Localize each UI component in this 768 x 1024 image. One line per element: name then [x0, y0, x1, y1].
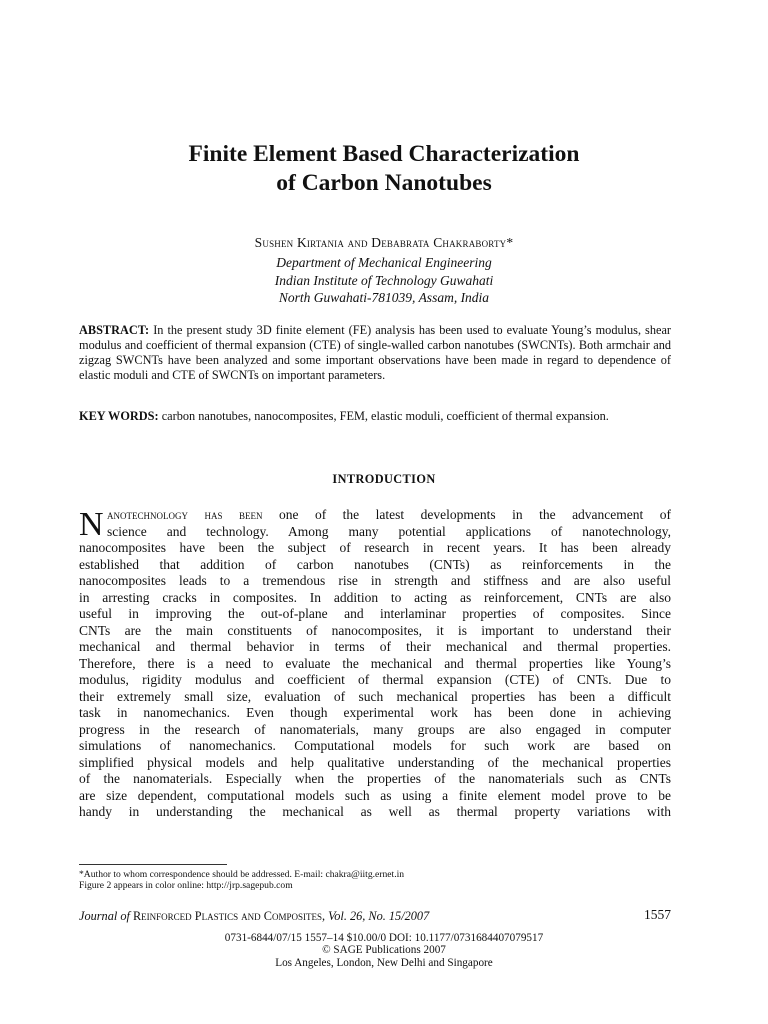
intro-line: science and technology. Among many potential applications of nanotechnology, — [107, 523, 671, 539]
intro-line: nanocomposites leads to a tremendous rise in strength and stiffness and are also useful — [79, 573, 671, 588]
footnote-color-note: Figure 2 appears in color online: http://jrp.sagepub.com — [79, 880, 293, 891]
intro-line: simulations of nanomechanics. Computational models for such work are based on — [79, 738, 671, 753]
intro-line: progress in the research of nanomaterials, many groups are also engaged in computer — [79, 721, 671, 737]
footnote-correspondence: *Author to whom correspondence should be addressed. E-mail: chakra@iitg.ernet.in — [79, 869, 405, 880]
intro-lead-smallcaps: anotechnology has been — [107, 507, 263, 522]
intro-line: established that addition of carbon nanotubes (CNTs) as reinforcements in the — [79, 556, 671, 572]
section-heading-introduction: INTRODUCTION — [332, 472, 436, 486]
journal-volume: , Vol. 26, No. 15/2007 — [321, 909, 430, 923]
affiliation-institute: Indian Institute of Technology Guwahati — [274, 272, 494, 288]
intro-line: handy in understanding the mechanical as well as thermal property variations with — [79, 804, 671, 819]
intro-line: of the nanomaterials. Especially when the properties of the nanomaterials such as CNTs — [79, 771, 671, 786]
publication-copyright: © SAGE Publications 2007 — [322, 944, 446, 957]
journal-name: Reinforced Plastics and Composites — [132, 909, 322, 923]
drop-cap: N — [79, 506, 104, 543]
introduction-body — [79, 507, 671, 821]
authors: Sushen Kirtania and Debabrata Chakraborty* — [254, 235, 514, 250]
intro-line: useful in improving the out-of-plane and interlaminar properties of composites. Since — [79, 606, 671, 621]
intro-line: in arresting cracks in composites. In addition to acting as reinforcement, CNTs are also — [79, 589, 671, 605]
title-line-2: of Carbon Nanotubes — [276, 170, 492, 196]
intro-line: are size dependent, computational models such as using a finite element model prove to be — [79, 787, 671, 803]
intro-line: task in nanomechanics. Even though experimental work has been done in achieving — [79, 705, 671, 720]
intro-line: simplified physical models and help qualitative understanding of the mechanical properties — [79, 754, 671, 770]
keywords-text: carbon nanotubes, nanocomposites, FEM, elastic moduli, coefficient of thermal expansion. — [161, 409, 609, 423]
publication-doi: 0731-6844/07/15 1557–14 $10.00/0 DOI: 10.1177/0731684407079517 — [224, 932, 544, 944]
paper-title — [0, 140, 768, 198]
intro-line: Therefore, there is a need to evaluate the mechanical and thermal properties like Young’s — [79, 655, 671, 671]
abstract-text: In the present study 3D finite element (FE) analysis has been used to evaluate Young’s modulus, shear modulus and coefficient of thermal expansion (CTE) of single-walled carbon nanotubes (SWCNTs). Both armchair and zigzag SWCNTs have been analyzed and some important observations have been made in regard to dependence of elastic moduli and CTE of SWCNTs on important parameters. — [79, 323, 671, 382]
affiliation-department: Department of Mechanical Engineering — [276, 255, 492, 270]
affiliation-address: North Guwahati-781039, Assam, India — [278, 290, 490, 305]
intro-line: nanocomposites have been the subject of research in recent years. It has been already — [79, 540, 671, 555]
affiliation — [0, 254, 768, 307]
page-number: 1557 — [644, 907, 671, 922]
intro-line: mechanical and thermal behavior in terms of their mechanical and thermal properties. — [79, 639, 671, 654]
abstract — [79, 323, 671, 383]
intro-line: their extremely small size, evaluation of such mechanical properties has been a difficult — [79, 688, 671, 704]
abstract-label: ABSTRACT: — [79, 323, 150, 337]
publication-locations: Los Angeles, London, New Delhi and Singapore — [275, 956, 493, 969]
journal-citation — [79, 909, 671, 924]
keywords — [79, 409, 671, 424]
publication-info — [0, 932, 768, 969]
footnotes — [79, 869, 679, 891]
keywords-label: KEY WORDS: — [79, 409, 159, 423]
title-line-1: Finite Element Based Characterization — [188, 141, 580, 167]
intro-line: CNTs are the main constituents of nanocomposites, it is important to understand their — [79, 622, 671, 638]
footnote-rule — [79, 864, 227, 865]
intro-line: modulus, rigidity modulus and coefficient of thermal expansion (CTE) of CNTs. Due to — [79, 672, 671, 687]
journal-prefix: Journal of — [79, 909, 133, 923]
intro-line — [79, 507, 671, 524]
intro-line-text: one of the latest developments in the advancement of — [278, 507, 672, 522]
